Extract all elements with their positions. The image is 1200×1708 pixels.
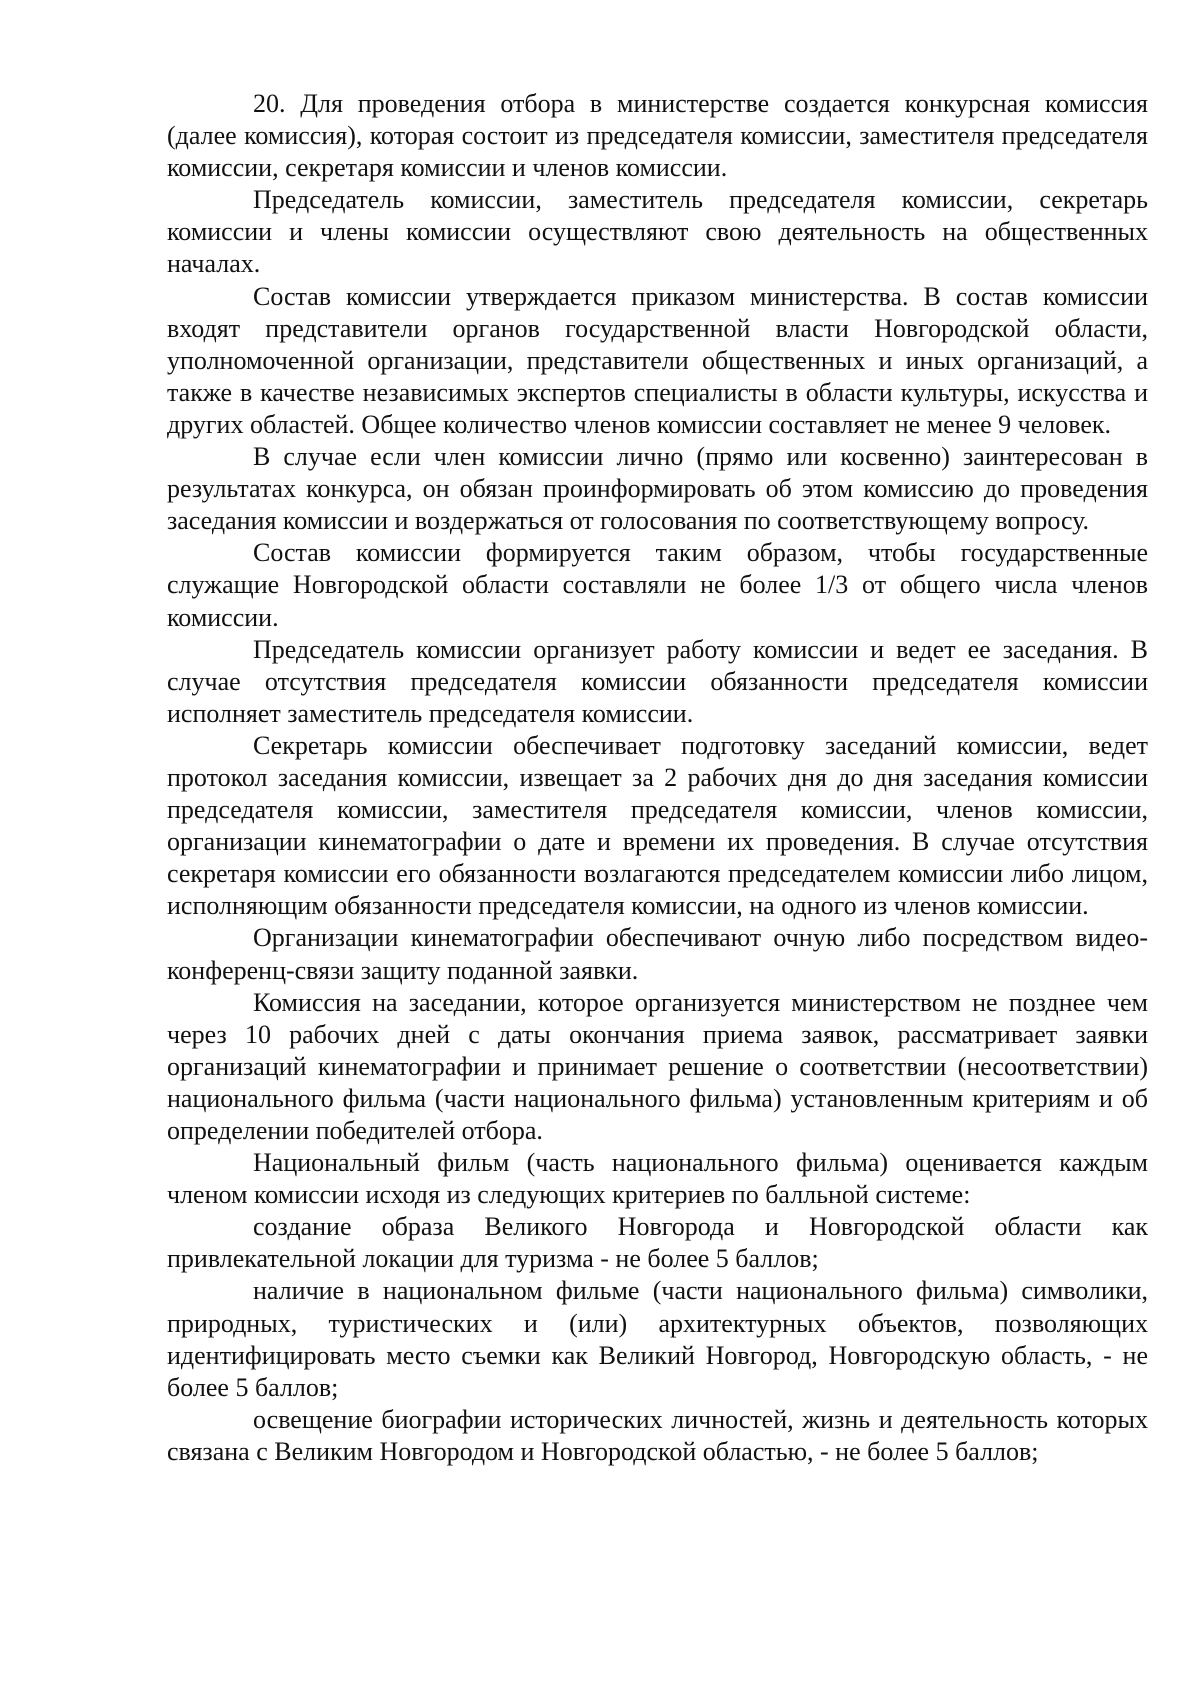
paragraph-civil-servants-share: Состав комиссии формируется таким образом, чтобы государственные служащие Новгородской области составляли не более 1/3 от общего числа членов комиссии.: [167, 538, 1148, 632]
criterion-symbols-and-objects: наличие в национальном фильме (части национального фильма) символики, природных, туристических и (или) архитектурных объектов, позволяющих идентифицировать место съемки как Великий Новгород, Новгородскую область, - не более 5 баллов;: [167, 1276, 1148, 1402]
paragraph-evaluation-criteria-intro: Национальный фильм (часть национального фильма) оценивается каждым членом комиссии исходя из следующих критериев по балльной системе:: [167, 1148, 1148, 1210]
paragraph-commission-creation: 20. Для проведения отбора в министерстве создается конкурсная комиссия (далее комиссия), которая состоит из председателя комиссии, заместителя председателя комиссии, секретаря комиссии и членов комиссии.: [167, 89, 1148, 183]
paragraph-conflict-of-interest: В случае если член комиссии лично (прямо или косвенно) заинтересован в результатах конкурса, он обязан проинформировать об этом комиссию до проведения заседания комиссии и воздержаться от голосования по соответствующему вопросу.: [167, 442, 1148, 536]
criterion-historical-biographies: освещение биографии исторических личностей, жизнь и деятельность которых связана с Великим Новгородом и Новгородской областью, - не более 5 баллов;: [167, 1404, 1148, 1466]
paragraph-secretary-duties: Секретарь комиссии обеспечивает подготовку заседаний комиссии, ведет протокол заседания комиссии, извещает за 2 рабочих дня до дня заседания комиссии председателя комиссии, заместителя председателя комиссии, членов комиссии, организации кинематографии о дате и времени их проведения. В случае отсутствия секретаря комиссии его обязанности возлагаются председателем комиссии либо лицом, исполняющим обязанности председателя комиссии, на одного из членов комиссии.: [167, 730, 1148, 921]
document-body: [167, 88, 1148, 1468]
criterion-tourism-image: создание образа Великого Новгорода и Новгородской области как привлекательной локации для туризма - не более 5 баллов;: [167, 1212, 1148, 1274]
paragraph-chairman-duties: Председатель комиссии организует работу комиссии и ведет ее заседания. В случае отсутствия председателя комиссии обязанности председателя комиссии исполняет заместитель председателя комиссии.: [167, 634, 1148, 728]
paragraph-voluntary-basis: Председатель комиссии, заместитель председателя комиссии, секретарь комиссии и члены комиссии осуществляют свою деятельность на общественных началах.: [167, 185, 1148, 279]
paragraph-commission-composition: Состав комиссии утверждается приказом министерства. В состав комиссии входят представители органов государственной власти Новгородской области, уполномоченной организации, представители общественных и иных организаций, а также в качестве независимых экспертов специалисты в области культуры, искусства и других областей. Общее количество членов комиссии составляет не менее 9 человек.: [167, 281, 1148, 439]
paragraph-commission-meeting: Комиссия на заседании, которое организуется министерством не позднее чем через 10 рабочих дней с даты окончания приема заявок, рассматривает заявки организаций кинематографии и принимает решение о соответствии (несоответствии) национального фильма (части национального фильма) установленным критериям и об определении победителей отбора.: [167, 987, 1148, 1145]
paragraph-application-defense: Организации кинематографии обеспечивают очную либо посредством видео-конференц-связи защиту поданной заявки.: [167, 923, 1148, 985]
